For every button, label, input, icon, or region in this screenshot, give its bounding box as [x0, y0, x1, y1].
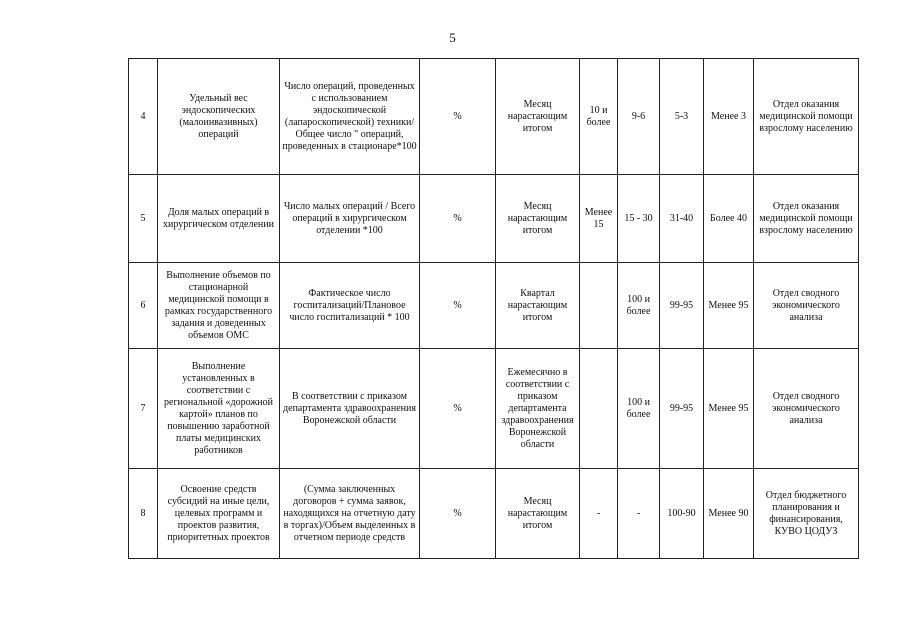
level-4: Менее 95 — [704, 263, 754, 349]
unit: % — [420, 349, 496, 469]
row-number: 8 — [129, 469, 158, 559]
level-4: Менее 90 — [704, 469, 754, 559]
level-4: Менее 95 — [704, 349, 754, 469]
indicator-name: Доля малых операций в хирургическом отделении — [158, 175, 280, 263]
reporting-period: Месяц нарастающим итогом — [496, 469, 580, 559]
indicator-name: Удельный вес эндоскопических (малоинвазивных) операций — [158, 59, 280, 175]
level-1 — [580, 349, 618, 469]
table-row — [129, 175, 859, 263]
calculation-formula: В соответствии с приказом департамента здравоохранения Воронежской области — [280, 349, 420, 469]
reporting-period: Месяц нарастающим итогом — [496, 59, 580, 175]
unit: % — [420, 59, 496, 175]
level-2: 9-6 — [618, 59, 660, 175]
calculation-formula: Число операций, проведенных с использованием эндоскопической (лапароскопической) техники/Общее число " операций, проведенных в стационаре*100 — [280, 59, 420, 175]
calculation-formula: Число малых операций / Всего операций в хирургическом отделении *100 — [280, 175, 420, 263]
row-number: 7 — [129, 349, 158, 469]
level-1: - — [580, 469, 618, 559]
responsible-department: Отдел сводного экономического анализа — [754, 349, 859, 469]
table-row — [129, 469, 859, 559]
table-row — [129, 263, 859, 349]
table-row — [129, 349, 859, 469]
row-number: 6 — [129, 263, 158, 349]
level-2: 100 и более — [618, 263, 660, 349]
reporting-period: Квартал нарастающим итогом — [496, 263, 580, 349]
row-number: 5 — [129, 175, 158, 263]
level-3: 99-95 — [660, 263, 704, 349]
level-3: 5-3 — [660, 59, 704, 175]
level-3: 99-95 — [660, 349, 704, 469]
responsible-department: Отдел оказания медицинской помощи взрослому населению — [754, 175, 859, 263]
level-2: - — [618, 469, 660, 559]
indicator-name: Освоение средств субсидий на иные цели, целевых программ и проектов развития, приоритетных проектов — [158, 469, 280, 559]
indicator-name: Выполнение установленных в соответствии с региональной «дорожной картой» планов по повышению заработной платы медицинских работников — [158, 349, 280, 469]
responsible-department: Отдел бюджетного планирования и финансирования, КУВО ЦОДУЗ — [754, 469, 859, 559]
level-3: 100-90 — [660, 469, 704, 559]
level-3: 31-40 — [660, 175, 704, 263]
table-row — [129, 59, 859, 175]
level-1 — [580, 263, 618, 349]
reporting-period: Месяц нарастающим итогом — [496, 175, 580, 263]
level-1: 10 и более — [580, 59, 618, 175]
indicator-name: Выполнение объемов по стационарной медицинской помощи в рамках государственного задания и доведенных объемов ОМС — [158, 263, 280, 349]
responsible-department: Отдел оказания медицинской помощи взрослому населению — [754, 59, 859, 175]
row-number: 4 — [129, 59, 158, 175]
level-2: 15 - 30 — [618, 175, 660, 263]
page-number: 5 — [449, 30, 456, 45]
indicators-table — [128, 58, 859, 559]
level-2: 100 и более — [618, 349, 660, 469]
level-1: Менее 15 — [580, 175, 618, 263]
unit: % — [420, 469, 496, 559]
responsible-department: Отдел сводного экономического анализа — [754, 263, 859, 349]
calculation-formula: (Сумма заключенных договоров + сумма заявок, находящихся на отчетную дату в торгах)/Объем выделенных в отчетном периоде средств — [280, 469, 420, 559]
unit: % — [420, 175, 496, 263]
level-4: Менее 3 — [704, 59, 754, 175]
calculation-formula: Фактическое число госпитализаций/Плановое число госпитализаций * 100 — [280, 263, 420, 349]
level-4: Более 40 — [704, 175, 754, 263]
unit: % — [420, 263, 496, 349]
reporting-period: Ежемесячно в соответствии с приказом департамента здравоохранения Воронежской области — [496, 349, 580, 469]
